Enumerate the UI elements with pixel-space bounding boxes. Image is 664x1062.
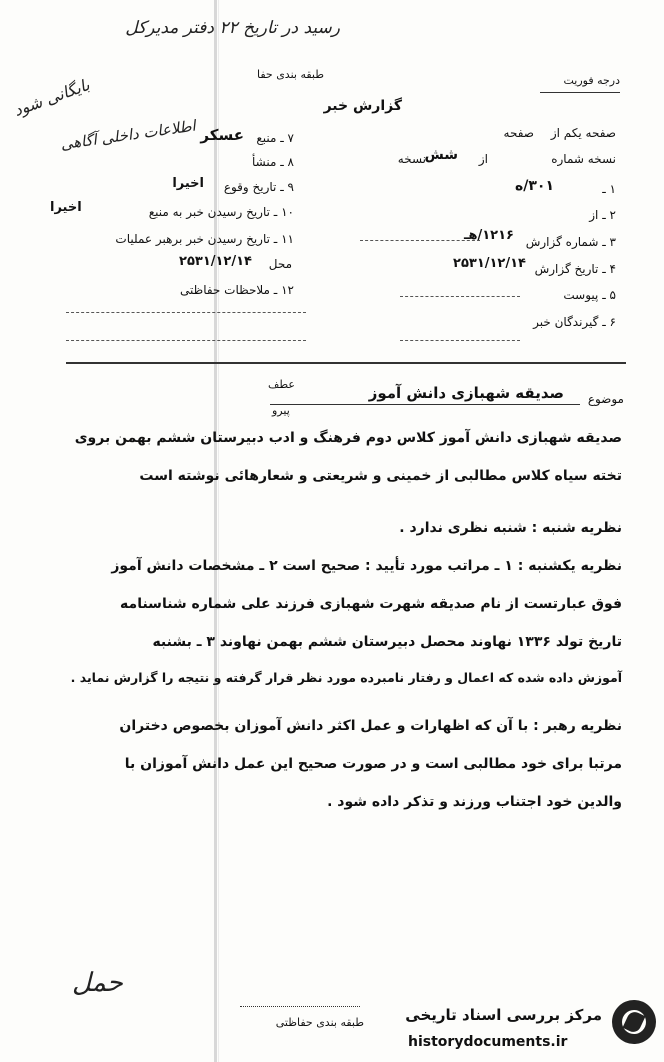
body-line-1: صدیقه شهبازی دانش آموز کلاس دوم فرهنگ و ادب دبیرستان ششم بهمن بروی xyxy=(74,430,622,446)
copy-label: نسخه شماره xyxy=(551,152,616,166)
body-line-7: آموزش داده شده که اعمال و رفتار نامبرده مورد نظر قرار گرفته و نتیجه را گزارش نماید . xyxy=(70,670,622,685)
body-line-10: والدین خود اجتناب ورزند و تذکر داده شود . xyxy=(327,794,622,810)
copy-unit: نسخه xyxy=(397,152,426,166)
field-security-notes-label: ۱۲ ـ ملاحظات حفاظتی xyxy=(180,283,294,297)
copy-from: از xyxy=(478,152,488,166)
page-label-2: صفحه xyxy=(503,126,534,140)
recipients-label: ۶ ـ گیرندگان خبر xyxy=(533,315,616,329)
field-occurrence-date-label: ۹ ـ تاریخ وقوع xyxy=(223,180,294,194)
reference-label: عطف xyxy=(268,378,295,391)
body-line-6: تاریخ تولد ۱۳۳۶ نهاوند محصل دبیرستان ششم بهمن نهاوند ۳ ـ بشنبه xyxy=(152,634,622,650)
item-2-label: ۲ ـ از xyxy=(589,208,616,222)
header-separator xyxy=(66,362,626,364)
body-line-9: مرتبا برای خود مطالبی است و در صورت صحیح این عمل دانش آموزان با xyxy=(124,756,622,772)
item-1-value: ۳۰۱/ه xyxy=(514,178,554,194)
watermark-title: مرکز بررسی اسناد تاریخی xyxy=(405,1006,602,1024)
field-occurrence-date-value: اخیرا xyxy=(172,176,204,191)
body-line-2: تخته سیاه کلاس مطالبی از خمینی و شریعتی و شعارهائی نوشته است xyxy=(139,468,622,484)
source-value: عسکر xyxy=(200,126,244,144)
field-source-received-label: ۱۰ ـ تاریخ رسیدن خبر به منبع xyxy=(148,205,294,219)
report-date-value: ۲۵۳۱/۱۲/۱۴ xyxy=(453,256,526,271)
left-handwritten-note-1: بایگانی شود xyxy=(11,75,93,120)
field-location-label: محل xyxy=(268,257,292,271)
left-handwritten-note-2: اطلاعات داخلی آگاهی xyxy=(59,116,197,154)
attachment-label: ۵ ـ پیوست xyxy=(563,288,616,302)
top-handwritten-note: رسید در تاریخ ۲۲ دفتر مدیرکل xyxy=(125,18,340,38)
priority-label: درجه فوریت xyxy=(563,74,620,87)
body-line-4: نظریه یکشنبه : ۱ ـ مراتب مورد تأیید : صحیح است ۲ ـ مشخصات دانش آموز xyxy=(111,558,622,574)
report-number-label: ۳ ـ شماره گزارش xyxy=(525,235,616,249)
report-title: گزارش خبر xyxy=(323,98,402,114)
field-location-value: ۲۵۳۱/۱۲/۱۴ xyxy=(179,254,252,269)
item-1-label: ۱ ـ xyxy=(602,182,616,196)
fold-line-shadow xyxy=(218,0,219,1062)
classification-label: طبقه بندی حفا xyxy=(256,68,324,81)
copy-value: شش xyxy=(424,147,458,163)
subject-label: موضوع xyxy=(587,392,624,406)
page-label: صفحه یکم از xyxy=(550,126,616,140)
report-date-label: ۴ ـ تاریخ گزارش xyxy=(534,262,616,276)
field-leader-received-label: ۱۱ ـ تاریخ رسیدن خبر برهبر عملیات xyxy=(115,232,294,246)
fold-line xyxy=(214,0,217,1062)
body-line-8: نظریه رهبر : با آن که اظهارات و عمل اکثر دانش آموزان بخصوص دختران xyxy=(119,718,622,734)
report-number-value: ۱۲۱۶/هـ xyxy=(464,228,514,243)
field-origin-label: ۸ ـ منشأ xyxy=(251,155,294,169)
follow-up-label: پیرو xyxy=(272,404,290,417)
body-line-3: نظریه شنبه : شنبه نظری ندارد . xyxy=(399,520,622,536)
signature: حمل xyxy=(72,968,123,998)
footer-classification: طبقه بندی حفاظتی xyxy=(275,1016,364,1029)
subject-value: صدیقه شهبازی دانش آموز xyxy=(368,384,564,402)
body-line-5: فوق عبارتست از نام صدیقه شهرت شهبازی فرزند علی شماره شناسنامه xyxy=(120,596,622,612)
field-source-label: ۷ ـ منبع xyxy=(256,131,294,145)
watermark-url: historydocuments.ir xyxy=(408,1034,568,1050)
field-source-received-value: اخیرا xyxy=(50,200,82,215)
